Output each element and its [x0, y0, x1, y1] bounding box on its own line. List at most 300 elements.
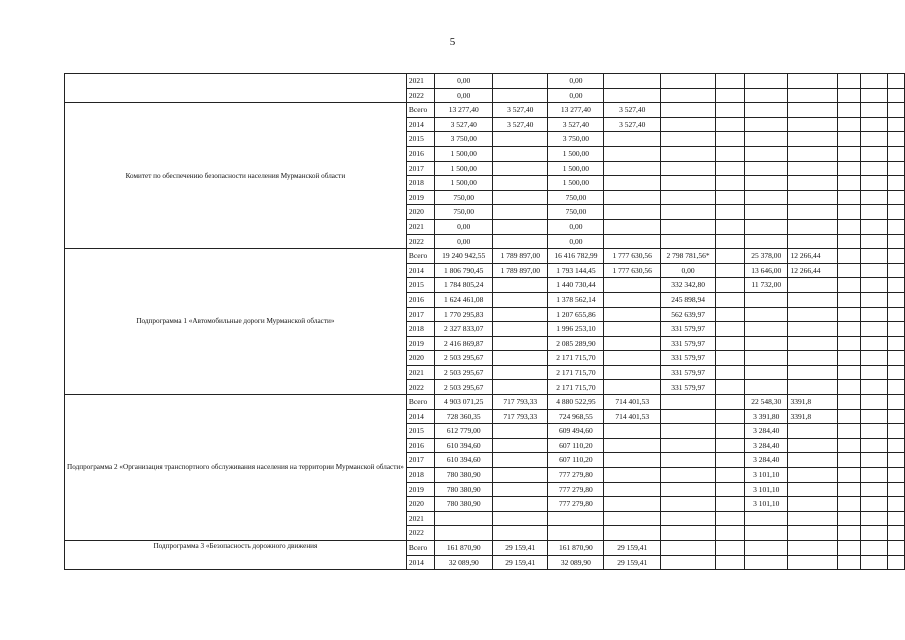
- value-cell: [661, 409, 716, 424]
- value-cell: [788, 438, 838, 453]
- table-row: [65, 103, 905, 118]
- value-cell: [788, 468, 838, 483]
- value-cell: 331 579,97: [661, 365, 716, 380]
- value-cell: 1 996 253,10: [548, 322, 604, 337]
- value-cell: [788, 482, 838, 497]
- value-cell: [788, 336, 838, 351]
- value-cell: 750,00: [548, 205, 604, 220]
- value-cell: [493, 278, 548, 293]
- value-cell: 19 240 942,55: [435, 249, 493, 264]
- program-label: Подпрограмма 3 «Безопасность дорожного движения: [65, 541, 407, 570]
- value-cell: 780 380,90: [435, 468, 493, 483]
- value-cell: [788, 103, 838, 118]
- year-cell: 2015: [406, 132, 435, 147]
- value-cell: [861, 74, 888, 89]
- value-cell: 3 101,10: [745, 482, 788, 497]
- value-cell: [838, 205, 861, 220]
- value-cell: [493, 424, 548, 439]
- value-cell: [745, 526, 788, 541]
- value-cell: 717 793,33: [493, 409, 548, 424]
- value-cell: [788, 161, 838, 176]
- value-cell: [838, 117, 861, 132]
- value-cell: [661, 190, 716, 205]
- value-cell: 0,00: [435, 219, 493, 234]
- value-cell: 1 500,00: [548, 161, 604, 176]
- value-cell: [604, 219, 661, 234]
- value-cell: [435, 511, 493, 526]
- value-cell: 22 548,30: [745, 395, 788, 410]
- value-cell: [861, 555, 888, 570]
- value-cell: [716, 365, 745, 380]
- value-cell: [661, 497, 716, 512]
- value-cell: [661, 219, 716, 234]
- value-cell: 1 500,00: [548, 176, 604, 191]
- value-cell: [493, 322, 548, 337]
- program-label: Подпрограмма 1 «Автомобильные дороги Мурманской области»: [65, 249, 407, 395]
- value-cell: [716, 292, 745, 307]
- value-cell: 2 503 295,67: [435, 365, 493, 380]
- year-cell: Всего: [406, 249, 435, 264]
- year-cell: Всего: [406, 103, 435, 118]
- value-cell: [788, 555, 838, 570]
- value-cell: [788, 497, 838, 512]
- value-cell: [861, 132, 888, 147]
- value-cell: [716, 205, 745, 220]
- value-cell: [716, 161, 745, 176]
- value-cell: [604, 146, 661, 161]
- page-number: 5: [449, 36, 456, 48]
- value-cell: [788, 526, 838, 541]
- value-cell: [861, 176, 888, 191]
- value-cell: 4 880 522,95: [548, 395, 604, 410]
- value-cell: [838, 263, 861, 278]
- value-cell: [788, 219, 838, 234]
- value-cell: [493, 307, 548, 322]
- value-cell: [493, 292, 548, 307]
- table-row: [65, 541, 905, 556]
- value-cell: [838, 395, 861, 410]
- value-cell: [661, 482, 716, 497]
- value-cell: 331 579,97: [661, 336, 716, 351]
- year-cell: 2022: [406, 234, 435, 249]
- value-cell: [493, 351, 548, 366]
- year-cell: 2015: [406, 278, 435, 293]
- value-cell: 2 327 833,07: [435, 322, 493, 337]
- value-cell: 0,00: [661, 263, 716, 278]
- year-cell: 2018: [406, 322, 435, 337]
- table-row: [65, 74, 905, 89]
- value-cell: [716, 307, 745, 322]
- year-cell: 2021: [406, 365, 435, 380]
- year-cell: 2021: [406, 219, 435, 234]
- value-cell: [604, 351, 661, 366]
- value-cell: [661, 526, 716, 541]
- value-cell: [661, 555, 716, 570]
- value-cell: [661, 424, 716, 439]
- value-cell: [838, 88, 861, 103]
- value-cell: [838, 190, 861, 205]
- value-cell: [887, 176, 904, 191]
- value-cell: 1 777 630,56: [604, 249, 661, 264]
- value-cell: 724 968,55: [548, 409, 604, 424]
- value-cell: 1 806 790,45: [435, 263, 493, 278]
- value-cell: [788, 176, 838, 191]
- value-cell: [887, 380, 904, 395]
- value-cell: [604, 190, 661, 205]
- value-cell: 750,00: [435, 190, 493, 205]
- value-cell: [861, 88, 888, 103]
- value-cell: 1 770 295,83: [435, 307, 493, 322]
- value-cell: [604, 132, 661, 147]
- value-cell: [604, 205, 661, 220]
- value-cell: [604, 307, 661, 322]
- value-cell: [861, 438, 888, 453]
- value-cell: [716, 74, 745, 89]
- value-cell: [604, 176, 661, 191]
- value-cell: [716, 380, 745, 395]
- value-cell: 1 500,00: [435, 161, 493, 176]
- value-cell: 2 085 289,90: [548, 336, 604, 351]
- value-cell: [887, 453, 904, 468]
- value-cell: [661, 541, 716, 556]
- value-cell: [716, 482, 745, 497]
- value-cell: [838, 468, 861, 483]
- value-cell: 2 503 295,67: [435, 380, 493, 395]
- value-cell: [838, 541, 861, 556]
- value-cell: [604, 336, 661, 351]
- value-cell: [838, 278, 861, 293]
- value-cell: 3391,8: [788, 395, 838, 410]
- year-cell: 2021: [406, 74, 435, 89]
- value-cell: [861, 103, 888, 118]
- value-cell: [745, 161, 788, 176]
- value-cell: [861, 482, 888, 497]
- year-cell: 2016: [406, 438, 435, 453]
- value-cell: [838, 219, 861, 234]
- value-cell: 1 500,00: [435, 146, 493, 161]
- year-cell: 2022: [406, 88, 435, 103]
- value-cell: [604, 526, 661, 541]
- value-cell: 3 750,00: [435, 132, 493, 147]
- value-cell: [861, 409, 888, 424]
- value-cell: [788, 541, 838, 556]
- value-cell: [838, 307, 861, 322]
- value-cell: [716, 132, 745, 147]
- value-cell: 161 870,90: [548, 541, 604, 556]
- value-cell: [788, 146, 838, 161]
- value-cell: [745, 103, 788, 118]
- value-cell: 777 279,80: [548, 497, 604, 512]
- value-cell: [716, 176, 745, 191]
- value-cell: [788, 365, 838, 380]
- value-cell: [604, 88, 661, 103]
- value-cell: [661, 74, 716, 89]
- value-cell: 1 440 730,44: [548, 278, 604, 293]
- value-cell: 1 500,00: [435, 176, 493, 191]
- value-cell: [887, 234, 904, 249]
- value-cell: [887, 351, 904, 366]
- value-cell: [887, 88, 904, 103]
- value-cell: 3 527,40: [604, 103, 661, 118]
- year-cell: 2017: [406, 161, 435, 176]
- value-cell: 2 503 295,67: [435, 351, 493, 366]
- value-cell: [604, 438, 661, 453]
- value-cell: 331 579,97: [661, 351, 716, 366]
- value-cell: [745, 205, 788, 220]
- value-cell: [788, 190, 838, 205]
- value-cell: 2 416 869,87: [435, 336, 493, 351]
- value-cell: [788, 117, 838, 132]
- value-cell: 161 870,90: [435, 541, 493, 556]
- table-body: [65, 74, 905, 570]
- value-cell: [838, 555, 861, 570]
- value-cell: [861, 526, 888, 541]
- value-cell: [716, 117, 745, 132]
- value-cell: 13 277,40: [548, 103, 604, 118]
- table-row: [65, 395, 905, 410]
- value-cell: 750,00: [548, 190, 604, 205]
- value-cell: 750,00: [435, 205, 493, 220]
- value-cell: [887, 219, 904, 234]
- value-cell: [661, 234, 716, 249]
- value-cell: [887, 336, 904, 351]
- value-cell: [745, 365, 788, 380]
- value-cell: [838, 511, 861, 526]
- value-cell: [493, 74, 548, 89]
- value-cell: 3 284,40: [745, 438, 788, 453]
- budget-table: [64, 73, 905, 570]
- value-cell: 3 527,40: [493, 117, 548, 132]
- value-cell: [604, 161, 661, 176]
- value-cell: [745, 336, 788, 351]
- value-cell: 12 266,44: [788, 263, 838, 278]
- value-cell: 610 394,60: [435, 453, 493, 468]
- value-cell: [745, 292, 788, 307]
- value-cell: [838, 146, 861, 161]
- value-cell: [493, 482, 548, 497]
- value-cell: [838, 409, 861, 424]
- value-cell: [716, 88, 745, 103]
- value-cell: [887, 74, 904, 89]
- value-cell: 3 391,80: [745, 409, 788, 424]
- value-cell: [661, 132, 716, 147]
- value-cell: [861, 190, 888, 205]
- value-cell: [788, 74, 838, 89]
- value-cell: [861, 234, 888, 249]
- value-cell: [745, 74, 788, 89]
- value-cell: [838, 234, 861, 249]
- value-cell: [745, 555, 788, 570]
- value-cell: [788, 88, 838, 103]
- value-cell: [788, 380, 838, 395]
- value-cell: 612 779,00: [435, 424, 493, 439]
- value-cell: [661, 511, 716, 526]
- value-cell: 717 793,33: [493, 395, 548, 410]
- value-cell: [861, 497, 888, 512]
- value-cell: [716, 555, 745, 570]
- value-cell: [604, 278, 661, 293]
- program-label: Подпрограмма 2 «Организация транспортного обслуживания населения на территории Мурманской области»: [65, 395, 407, 541]
- value-cell: [493, 146, 548, 161]
- value-cell: [887, 482, 904, 497]
- value-cell: [838, 336, 861, 351]
- value-cell: [661, 176, 716, 191]
- value-cell: [838, 424, 861, 439]
- value-cell: 331 579,97: [661, 380, 716, 395]
- value-cell: [716, 322, 745, 337]
- value-cell: [887, 190, 904, 205]
- value-cell: [788, 292, 838, 307]
- value-cell: [745, 146, 788, 161]
- value-cell: [887, 468, 904, 483]
- value-cell: [861, 278, 888, 293]
- value-cell: [745, 88, 788, 103]
- value-cell: [604, 497, 661, 512]
- value-cell: [716, 263, 745, 278]
- value-cell: [716, 511, 745, 526]
- value-cell: [716, 409, 745, 424]
- value-cell: [493, 468, 548, 483]
- value-cell: [745, 541, 788, 556]
- value-cell: [861, 219, 888, 234]
- value-cell: 3 101,10: [745, 468, 788, 483]
- value-cell: [716, 103, 745, 118]
- year-cell: 2014: [406, 555, 435, 570]
- value-cell: [745, 234, 788, 249]
- value-cell: 29 159,41: [493, 555, 548, 570]
- value-cell: [838, 132, 861, 147]
- value-cell: [887, 132, 904, 147]
- year-cell: 2019: [406, 336, 435, 351]
- value-cell: [887, 307, 904, 322]
- value-cell: 331 579,97: [661, 322, 716, 337]
- value-cell: [716, 190, 745, 205]
- value-cell: 1 789 897,00: [493, 263, 548, 278]
- value-cell: [716, 468, 745, 483]
- value-cell: 29 159,41: [604, 541, 661, 556]
- value-cell: 607 110,20: [548, 438, 604, 453]
- value-cell: [716, 249, 745, 264]
- value-cell: 1 793 144,45: [548, 263, 604, 278]
- value-cell: [788, 424, 838, 439]
- value-cell: 1 784 805,24: [435, 278, 493, 293]
- value-cell: [716, 526, 745, 541]
- value-cell: [493, 234, 548, 249]
- value-cell: [661, 103, 716, 118]
- value-cell: [838, 380, 861, 395]
- value-cell: [861, 249, 888, 264]
- value-cell: [661, 395, 716, 410]
- value-cell: 714 401,53: [604, 395, 661, 410]
- value-cell: [887, 511, 904, 526]
- value-cell: [745, 176, 788, 191]
- value-cell: [661, 88, 716, 103]
- value-cell: [788, 132, 838, 147]
- value-cell: [716, 146, 745, 161]
- value-cell: [861, 395, 888, 410]
- value-cell: 25 378,00: [745, 249, 788, 264]
- value-cell: [745, 351, 788, 366]
- value-cell: [887, 497, 904, 512]
- value-cell: [887, 424, 904, 439]
- value-cell: [493, 190, 548, 205]
- value-cell: [716, 453, 745, 468]
- value-cell: [838, 453, 861, 468]
- value-cell: 2 171 715,70: [548, 351, 604, 366]
- value-cell: [661, 438, 716, 453]
- value-cell: 0,00: [548, 74, 604, 89]
- value-cell: [604, 292, 661, 307]
- value-cell: [604, 468, 661, 483]
- year-cell: Всего: [406, 395, 435, 410]
- year-cell: Всего: [406, 541, 435, 556]
- value-cell: 607 110,20: [548, 453, 604, 468]
- value-cell: [861, 146, 888, 161]
- value-cell: 1 207 655,86: [548, 307, 604, 322]
- value-cell: [838, 351, 861, 366]
- value-cell: [887, 263, 904, 278]
- year-cell: 2020: [406, 497, 435, 512]
- value-cell: 1 378 562,14: [548, 292, 604, 307]
- value-cell: 245 898,94: [661, 292, 716, 307]
- value-cell: [838, 322, 861, 337]
- value-cell: 1 500,00: [548, 146, 604, 161]
- value-cell: [861, 307, 888, 322]
- value-cell: [887, 438, 904, 453]
- value-cell: 13 646,00: [745, 263, 788, 278]
- value-cell: [661, 146, 716, 161]
- table-row: [65, 249, 905, 264]
- year-cell: 2022: [406, 526, 435, 541]
- value-cell: [887, 322, 904, 337]
- value-cell: [861, 453, 888, 468]
- value-cell: [838, 482, 861, 497]
- value-cell: 2 171 715,70: [548, 380, 604, 395]
- value-cell: [604, 424, 661, 439]
- value-cell: [493, 365, 548, 380]
- value-cell: [788, 453, 838, 468]
- value-cell: [861, 161, 888, 176]
- value-cell: 4 903 071,25: [435, 395, 493, 410]
- value-cell: [838, 74, 861, 89]
- value-cell: [716, 541, 745, 556]
- value-cell: [548, 526, 604, 541]
- program-label: [65, 74, 407, 103]
- value-cell: [887, 278, 904, 293]
- value-cell: [861, 424, 888, 439]
- value-cell: [887, 365, 904, 380]
- value-cell: 32 089,90: [435, 555, 493, 570]
- value-cell: 0,00: [548, 219, 604, 234]
- value-cell: [716, 234, 745, 249]
- year-cell: 2014: [406, 263, 435, 278]
- year-cell: 2017: [406, 307, 435, 322]
- value-cell: 332 342,80: [661, 278, 716, 293]
- value-cell: [493, 88, 548, 103]
- value-cell: [604, 322, 661, 337]
- value-cell: [788, 205, 838, 220]
- value-cell: [604, 511, 661, 526]
- value-cell: [493, 132, 548, 147]
- value-cell: [716, 278, 745, 293]
- value-cell: [548, 511, 604, 526]
- value-cell: [838, 249, 861, 264]
- year-cell: 2019: [406, 190, 435, 205]
- value-cell: 0,00: [548, 234, 604, 249]
- year-cell: 2016: [406, 292, 435, 307]
- value-cell: [887, 205, 904, 220]
- value-cell: [788, 307, 838, 322]
